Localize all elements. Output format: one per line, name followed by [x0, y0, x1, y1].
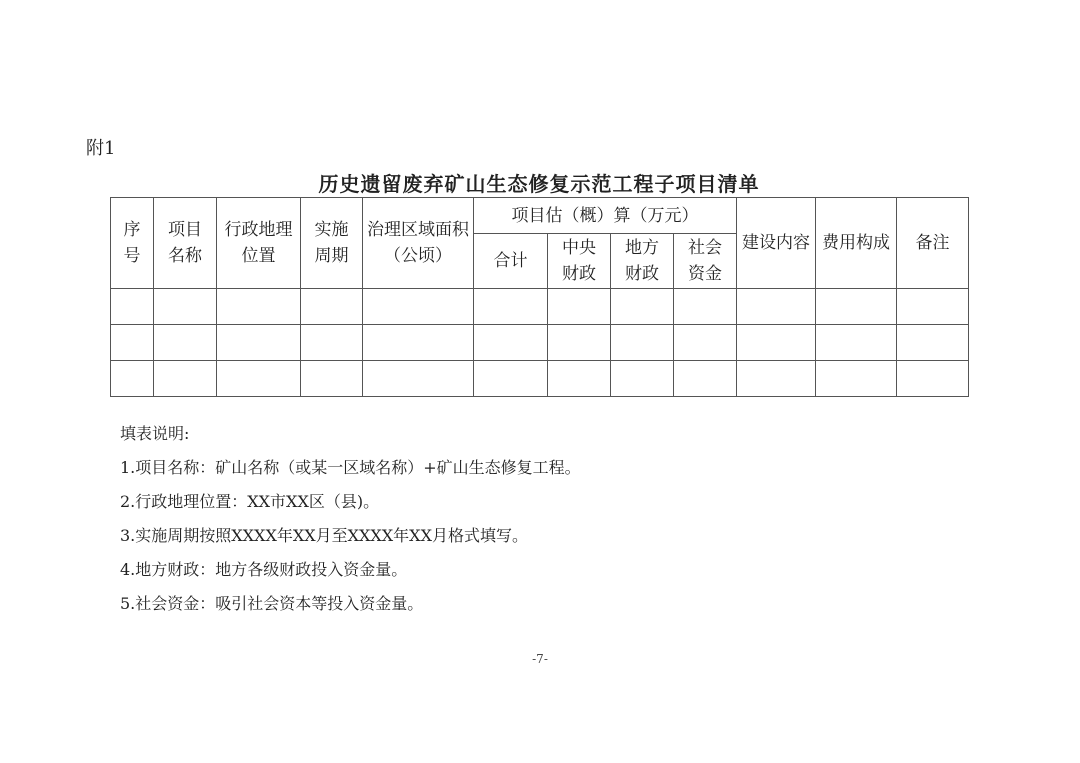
table-cell[interactable] — [548, 361, 611, 397]
page-number: -7- — [532, 652, 548, 666]
table-cell[interactable] — [674, 325, 737, 361]
header-content: 建设内容 — [737, 198, 816, 289]
table-cell[interactable] — [816, 289, 897, 325]
table-cell[interactable] — [217, 289, 301, 325]
table-row — [111, 325, 969, 361]
header-central-finance: 中央 财政 — [548, 234, 611, 289]
header-remarks: 备注 — [897, 198, 969, 289]
table-cell[interactable] — [301, 289, 363, 325]
table-cell[interactable] — [548, 289, 611, 325]
header-period: 实施 周期 — [301, 198, 363, 289]
table-cell[interactable] — [611, 325, 674, 361]
table-cell[interactable] — [363, 361, 474, 397]
table-cell[interactable] — [363, 325, 474, 361]
instructions-heading: 填表说明: — [120, 424, 190, 443]
document-title: 历史遗留废弃矿山生态修复示范工程子项目清单 — [318, 172, 760, 196]
table-cell[interactable] — [154, 289, 217, 325]
header-local-finance: 地方 财政 — [611, 234, 674, 289]
table-row — [111, 289, 969, 325]
table-cell[interactable] — [154, 361, 217, 397]
table-cell[interactable] — [897, 289, 969, 325]
table-cell[interactable] — [217, 325, 301, 361]
instruction-item: 2.行政地理位置：XX市XX区（县)。 — [120, 492, 380, 511]
table-cell[interactable] — [474, 325, 548, 361]
header-location: 行政地理 位置 — [217, 198, 301, 289]
header-estimate: 项目估（概）算（万元） — [474, 198, 737, 234]
table-cell[interactable] — [816, 325, 897, 361]
header-project-name: 项目 名称 — [154, 198, 217, 289]
header-cost: 费用构成 — [816, 198, 897, 289]
instruction-item: 3.实施周期按照XXXX年XX月至XXXX年XX月格式填写。 — [120, 526, 528, 545]
table-cell[interactable] — [154, 325, 217, 361]
table-cell[interactable] — [301, 361, 363, 397]
table-cell[interactable] — [548, 325, 611, 361]
header-row — [111, 198, 969, 234]
table-cell[interactable] — [897, 361, 969, 397]
table-cell[interactable] — [737, 361, 816, 397]
table-cell[interactable] — [217, 361, 301, 397]
fill-instructions — [120, 423, 581, 627]
instruction-item: 5.社会资金：吸引社会资本等投入资金量。 — [120, 594, 424, 613]
table-cell[interactable] — [816, 361, 897, 397]
table-cell[interactable] — [363, 289, 474, 325]
instruction-item: 4.地方财政：地方各级财政投入资金量。 — [120, 560, 408, 579]
table-cell[interactable] — [611, 289, 674, 325]
header-area: 治理区域面积 （公顷） — [363, 198, 474, 289]
header-seq: 序 号 — [111, 198, 154, 289]
table-cell[interactable] — [111, 289, 154, 325]
table-cell[interactable] — [474, 289, 548, 325]
table-cell[interactable] — [111, 361, 154, 397]
header-estimate-total: 合计 — [474, 234, 548, 289]
instruction-item: 1.项目名称：矿山名称（或某一区域名称）+矿山生态修复工程。 — [120, 458, 581, 477]
table-cell[interactable] — [111, 325, 154, 361]
table-cell[interactable] — [301, 325, 363, 361]
table-cell[interactable] — [737, 325, 816, 361]
header-social-funds: 社会 资金 — [674, 234, 737, 289]
table-cell[interactable] — [611, 361, 674, 397]
table-cell[interactable] — [737, 289, 816, 325]
appendix-label: 附1 — [86, 138, 116, 159]
table-cell[interactable] — [674, 361, 737, 397]
project-list-table — [110, 197, 969, 397]
table-row — [111, 361, 969, 397]
table-cell[interactable] — [474, 361, 548, 397]
table-cell[interactable] — [674, 289, 737, 325]
table-cell[interactable] — [897, 325, 969, 361]
